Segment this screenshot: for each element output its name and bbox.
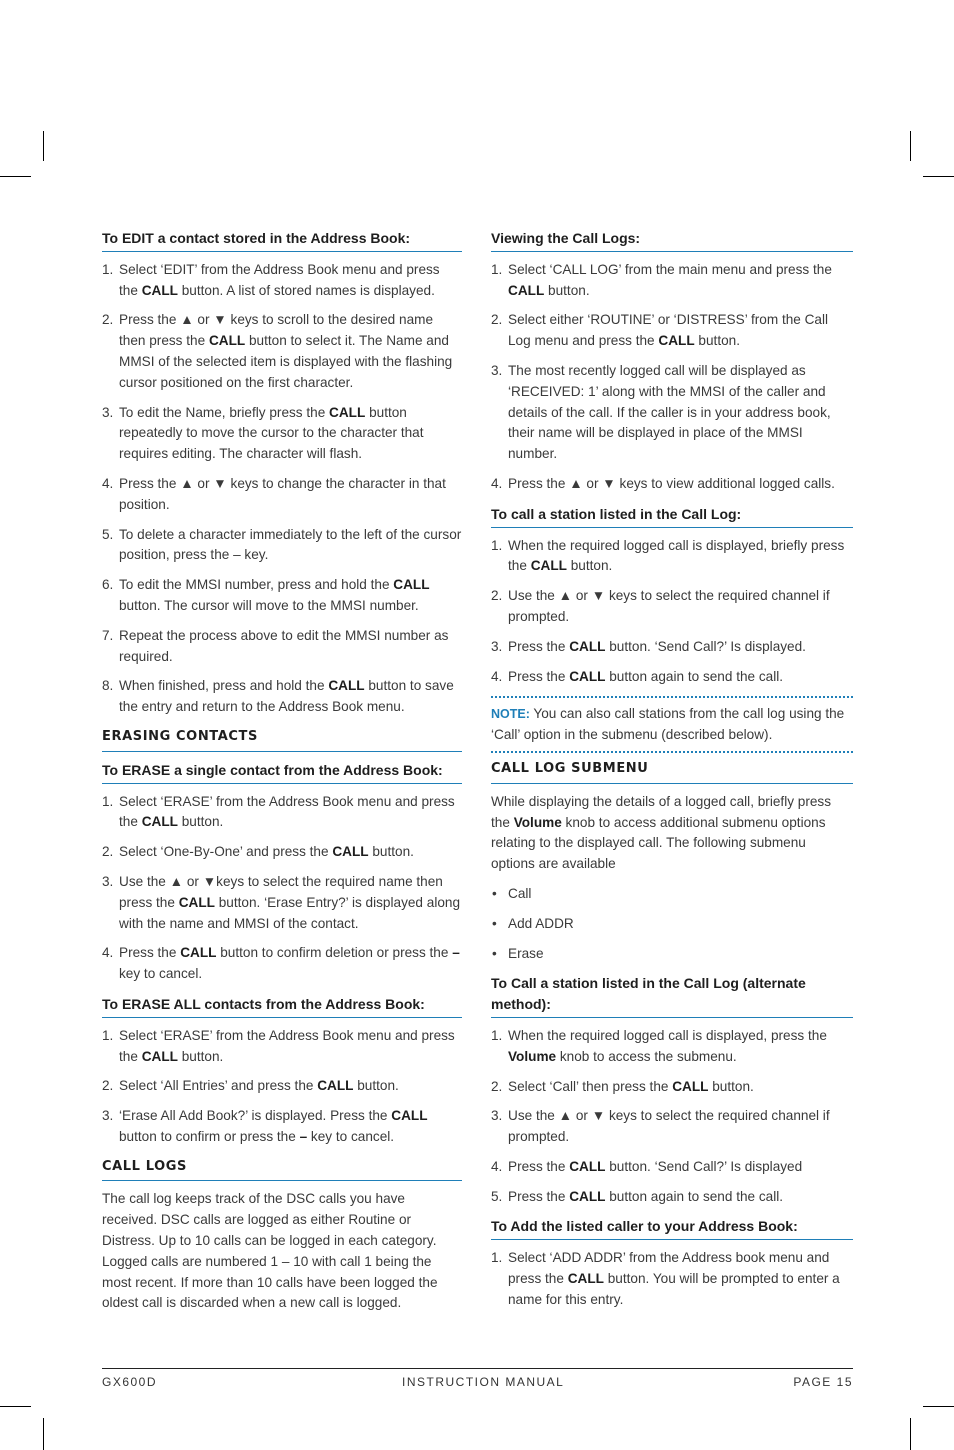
text-run: key to cancel. [119, 966, 203, 982]
list-item [491, 536, 853, 578]
bold-term: CALL [317, 1078, 354, 1094]
crop-mark [923, 1406, 954, 1407]
erase-all-steps [102, 1026, 462, 1148]
erase-single-steps [102, 792, 462, 985]
list-item [491, 1026, 853, 1068]
text-run: button. [708, 1078, 754, 1094]
bullet-icon: • [492, 915, 497, 931]
text-run: button. [353, 1078, 399, 1094]
footer-model: GX600D [102, 1375, 158, 1389]
list-item [491, 1106, 853, 1148]
bold-term: – [452, 945, 460, 961]
list-item [102, 943, 462, 985]
item-number: 2. [491, 588, 503, 604]
text-run: button. ‘Send Call?’ Is displayed [605, 1158, 803, 1174]
list-item [491, 586, 853, 628]
list-item [491, 1187, 853, 1208]
bullet-text: Add ADDR [508, 915, 574, 931]
bold-term: CALL [393, 577, 430, 593]
bullet-item [491, 884, 853, 905]
list-item [102, 474, 462, 516]
item-number: 1. [491, 261, 503, 277]
bold-term: CALL [569, 668, 606, 684]
text-run: ‘Erase All Add Book?’ is displayed. Press the [119, 1108, 392, 1124]
bold-term: CALL [332, 844, 369, 860]
item-number: 1. [491, 1027, 503, 1043]
bold-term: CALL [658, 333, 695, 349]
list-item [102, 1106, 462, 1148]
item-number: 2. [491, 312, 503, 328]
item-number: 2. [102, 312, 114, 328]
footer-page-number: PAGE 15 [793, 1375, 853, 1389]
crop-mark [923, 176, 954, 177]
text-run: When finished, press and hold the [119, 678, 329, 694]
text-run: knob to access additional submenu options relating to the displayed call. The following submenu options are available [491, 814, 826, 872]
text-run: button. ‘Send Call?’ Is displayed. [605, 638, 806, 654]
edit-steps [102, 260, 462, 718]
list-item [102, 260, 462, 302]
text-run: button. You will be prompted to enter a name for this entry. [508, 1271, 840, 1307]
bold-term: CALL [180, 945, 217, 961]
note-label: NOTE: [491, 707, 530, 722]
list-item [491, 474, 853, 495]
text-run: To edit the Name, briefly press the [119, 404, 330, 420]
text-run: Select ‘All Entries’ and press the [119, 1078, 318, 1094]
text-run: Press the [508, 668, 570, 684]
text-run: When the required logged call is displayed, briefly press the [508, 537, 845, 574]
item-number: 3. [102, 404, 114, 420]
item-number: 4. [491, 475, 503, 491]
text-run: button again to send the call. [605, 1188, 784, 1204]
submenu-paragraph [491, 792, 853, 875]
text-run: button. [177, 814, 224, 830]
bold-term: CALL [141, 1048, 178, 1064]
bold-term: CALL [329, 404, 366, 420]
list-item [102, 1076, 462, 1097]
list-item [102, 575, 462, 617]
text-run: Press the [508, 1188, 570, 1204]
bold-term: – [299, 1128, 308, 1144]
text-run: button to confirm or press the [119, 1128, 300, 1144]
list-item [102, 676, 462, 718]
erasing-contacts-heading: ERASING CONTACTS [102, 727, 462, 752]
call-logs-heading: CALL LOGS [102, 1157, 462, 1182]
text-run: Press the [508, 638, 570, 654]
item-number: 5. [491, 1188, 503, 1204]
text-run: To edit the MMSI number, press and hold the [119, 577, 394, 593]
item-number: 2. [102, 1078, 114, 1094]
list-item [102, 872, 462, 934]
text-run: Select ‘ERASE’ from the Address Book menu and press the [119, 793, 455, 830]
list-item [102, 1026, 462, 1068]
text-run: While displaying the details of a logged call, briefly press the [491, 793, 832, 830]
bullet-icon: • [492, 885, 497, 901]
bold-term: CALL [567, 1271, 604, 1287]
crop-mark [910, 131, 911, 161]
text-run: knob to access the submenu. [556, 1048, 737, 1064]
text-run: Press the ▲ or ▼ keys to scroll to the desired name then press the [119, 312, 434, 349]
bullet-text: Call [508, 885, 532, 901]
bold-term: CALL [141, 282, 178, 298]
item-number: 3. [102, 873, 114, 889]
crop-mark [910, 1418, 911, 1450]
call-station-steps [491, 536, 853, 688]
text-run: button. [177, 1048, 224, 1064]
list-item [491, 1248, 853, 1310]
item-number: 2. [102, 844, 114, 860]
bold-term: Volume [513, 814, 562, 830]
text-run: Select ‘Call’ then press the [508, 1078, 673, 1094]
bold-term: CALL [569, 638, 606, 654]
text-run: button. [544, 282, 590, 298]
text-run: Press the ▲ or ▼ keys to view additional logged calls. [508, 475, 835, 491]
crop-mark [43, 131, 44, 161]
crop-mark [43, 1418, 44, 1450]
alternate-method-heading: To Call a station listed in the Call Log (alternate method): [491, 973, 853, 1018]
right-column [491, 228, 853, 1320]
list-item [491, 667, 853, 688]
viewing-steps [491, 260, 853, 495]
item-number: 7. [102, 627, 114, 643]
crop-mark [0, 176, 31, 177]
call-station-heading: To call a station listed in the Call Log: [491, 504, 853, 528]
text-run: button. The cursor will move to the MMSI number. [119, 597, 419, 613]
list-item [102, 310, 462, 393]
list-item [102, 626, 462, 668]
item-number: 4. [491, 668, 503, 684]
item-number: 5. [102, 526, 114, 542]
bold-term: CALL [391, 1108, 428, 1124]
bold-term: CALL [178, 894, 215, 910]
submenu-options [491, 884, 853, 964]
list-item [491, 1077, 853, 1098]
bold-term: CALL [569, 1188, 606, 1204]
list-item [491, 310, 853, 352]
text-run: key to cancel. [307, 1128, 395, 1144]
text-run: Press the ▲ or ▼ keys to change the character in that position. [119, 475, 446, 512]
item-number: 6. [102, 577, 114, 593]
text-run: Press the [119, 945, 181, 961]
text-run: Use the ▲ or ▼ keys to select the required channel if prompted. [508, 588, 830, 624]
text-run: button repeatedly to move the cursor to the character that requires editing. The character will flash. [119, 404, 424, 462]
item-number: 1. [102, 1027, 114, 1043]
note-box [491, 696, 853, 753]
bold-term: Volume [508, 1048, 557, 1064]
list-item [102, 792, 462, 834]
text-run: button to confirm deletion or press the [216, 945, 453, 961]
erase-all-heading: To ERASE ALL contacts from the Address Book: [102, 994, 462, 1018]
crop-mark [0, 1406, 31, 1407]
call-logs-paragraph: The call log keeps track of the DSC calls you have received. DSC calls are logged as either Routine or Distress. Up to 10 calls can be logged in each category. Logged calls are numbered 1 – 10 with call 1 being the most recent. If more than 10 calls have been logged the oldest call is discarded when a new call is logged. [102, 1191, 438, 1311]
text-run: Repeat the process above to edit the MMSI number as required. [119, 627, 449, 664]
list-item [491, 361, 853, 465]
text-run: button to save the entry and return to the Address Book menu. [119, 678, 454, 715]
text-run: Select ‘One-By-One’ and press the [119, 844, 333, 860]
text-run: Press the [508, 1158, 570, 1174]
item-number: 3. [491, 362, 503, 378]
call-log-submenu-heading: CALL LOG SUBMENU [491, 759, 853, 784]
bold-term: CALL [508, 282, 545, 298]
bullet-item [491, 914, 853, 935]
bold-term: CALL [141, 814, 178, 830]
viewing-call-logs-heading: Viewing the Call Logs: [491, 228, 853, 252]
text-run: Select ‘ERASE’ from the Address Book menu and press the [119, 1027, 455, 1064]
add-caller-heading: To Add the listed caller to your Address Book: [491, 1216, 853, 1240]
text-run: Use the ▲ or ▼keys to select the required name then press the [119, 873, 443, 910]
item-number: 1. [491, 1250, 503, 1266]
bold-term: CALL [530, 558, 567, 574]
text-run: button. [368, 844, 414, 860]
text-run: button. ‘Erase Entry?’ is displayed along with the name and MMSI of the contact. [119, 894, 461, 931]
note-text: You can also call stations from the call log using the ‘Call’ option in the submenu (described below). [491, 706, 845, 743]
text-run: button. A list of stored names is displayed. [177, 282, 435, 298]
item-number: 8. [102, 678, 114, 694]
list-item [102, 403, 462, 465]
text-run: Select ‘ADD ADDR’ from the Address book menu and press the [508, 1250, 830, 1287]
list-item [102, 842, 462, 863]
item-number: 4. [491, 1158, 503, 1174]
bold-term: CALL [569, 1158, 606, 1174]
text-run: button. [694, 333, 740, 349]
text-run: Use the ▲ or ▼ keys to select the required channel if prompted. [508, 1108, 830, 1145]
footer-title: INSTRUCTION MANUAL [402, 1375, 565, 1389]
text-run: button again to send the call. [605, 668, 784, 684]
bold-term: CALL [328, 678, 365, 694]
item-number: 1. [491, 537, 503, 553]
text-run: Select ‘CALL LOG’ from the main menu and press the [508, 261, 832, 277]
text-run: When the required logged call is displayed, press the [508, 1027, 827, 1043]
page-footer [102, 1368, 853, 1389]
item-number: 1. [102, 793, 114, 809]
text-run: Select ‘EDIT’ from the Address Book menu and press the [119, 261, 440, 298]
text-run: button. [566, 558, 613, 574]
text-run: To delete a character immediately to the left of the cursor position, press the – key. [119, 526, 462, 563]
list-item [491, 1157, 853, 1178]
item-number: 2. [491, 1078, 503, 1094]
list-item [491, 637, 853, 658]
bold-term: CALL [672, 1078, 709, 1094]
item-number: 4. [102, 475, 114, 491]
item-number: 3. [102, 1108, 114, 1124]
list-item [491, 260, 853, 302]
add-caller-steps [491, 1248, 853, 1310]
list-item [102, 525, 462, 567]
text-run: Select either ‘ROUTINE’ or ‘DISTRESS’ from the Call Log menu and press the [508, 312, 829, 349]
item-number: 4. [102, 945, 114, 961]
text-run: The most recently logged call will be displayed as ‘RECEIVED: 1’ along with the MMSI of the caller and details of the call. If the caller is in your address book, their name will be displayed in place of the MMSI number. [508, 362, 831, 462]
alternate-steps [491, 1026, 853, 1208]
item-number: 3. [491, 1108, 503, 1124]
edit-heading: To EDIT a contact stored in the Address Book: [102, 228, 462, 252]
erase-single-heading: To ERASE a single contact from the Address Book: [102, 760, 462, 784]
bullet-item [491, 944, 853, 965]
bold-term: CALL [208, 333, 246, 349]
bullet-text: Erase [508, 945, 544, 961]
item-number: 1. [102, 261, 114, 277]
left-column [102, 228, 462, 1323]
text-run: button to select it. The Name and MMSI of the selected item is displayed with the flashing cursor positioned on the first character. [119, 333, 453, 390]
item-number: 3. [491, 638, 503, 654]
bullet-icon: • [492, 945, 497, 961]
